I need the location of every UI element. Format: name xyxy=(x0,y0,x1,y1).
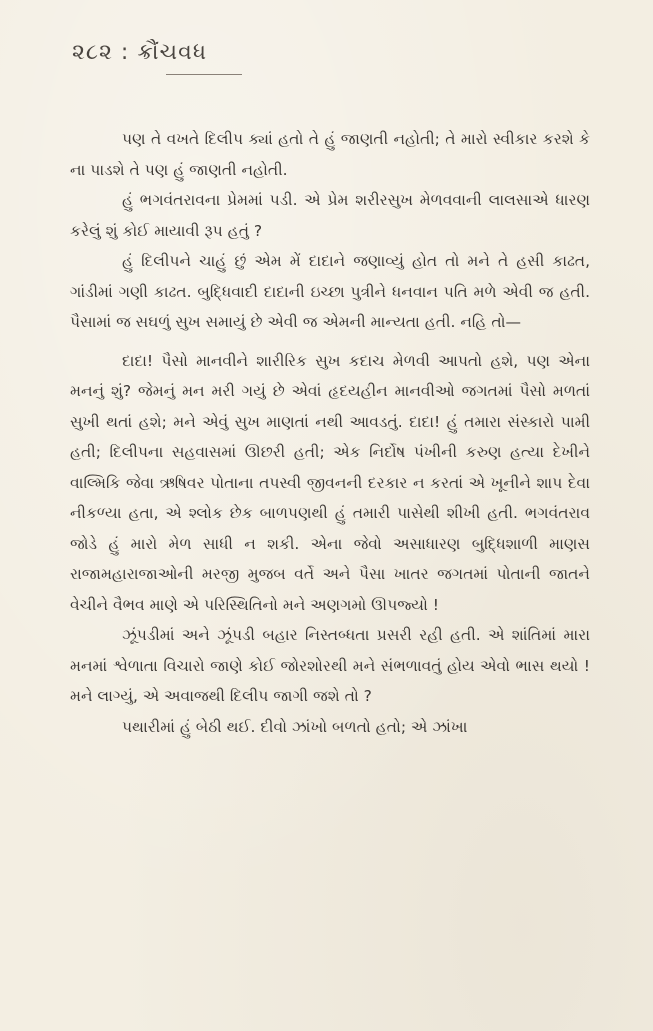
paragraph-3: હું દિલીપને ચાહું છું એમ મેં દાદાને જણાવ્યું હોત તો મને તે હસી કાઢત, ગાંડીમાં ગણી કાઢત. બુદ્ધિવાદી દાદાની ઇચ્છા પુત્રીને ધનવાન પતિ મળે એવી જ હતી. પૈસામાં જ સઘળું સુખ સમાયું છે એવી જ એમની માન્યતા હતી. નહિ તો— xyxy=(70,252,590,331)
paragraph-4: દાદા! પૈસો માનવીને શારીરિક સુખ કદાચ મેળવી આપતો હશે, પણ એના મનનું શું? જેમનું મન મરી ગયું છે એવાં હૃદયહીન માનવીઓ જગતમાં પૈસો મળતાં સુખી થતાં હશે; મને એવું સુખ માણતાં નથી આવડતું. દાદા! હું તમારા સંસ્કારો પામી હતી; દિલીપના સહવાસમાં ઊછરી હતી; એક નિર્દોષ પંખીની કરુણ હત્યા દેખીને વાલ્મિકિ જેવા ઋષિવર પોતાના તપસ્વી જીવનની દરકાર ન કરતાં એ ખૂનીને શાપ દેવા નીકળ્યા હતા, એ શ્લોક છેક બાળપણથી હું તમારી પાસેથી શીખી હતી. ભગવંતરાવ જોડે હું મારો મેળ સાધી ન શકી. એના જેવો અસાધારણ બુદ્ધિશાળી માણસ રાજામહારાજાઓની મરજી મુજબ વર્તે અને પૈસા ખાતર જગતમાં પોતાની જાતને વેચીને વૈભવ માણે એ પરિસ્થિતિનો મને અણગમો ઊપજ્યો ! xyxy=(70,351,590,614)
paragraph-2: હું ભગવંતરાવના પ્રેમમાં પડી. એ પ્રેમ શરીરસુખ મેળવવાની લાલસાએ ધારણ કરેલું શું કોઈ માયાવી રૂપ હતું ? xyxy=(70,191,590,240)
header-underline xyxy=(166,74,242,75)
body-text xyxy=(70,124,590,742)
paragraph-6: પથારીમાં હું બેઠી થઈ. દીવો ઝાંખો બળતો હતો; એ ઝાંખા xyxy=(122,717,468,736)
paragraph-5: ઝૂંપડીમાં અને ઝૂંપડી બહાર નિસ્તબ્ધતા પ્રસરી રહી હતી. એ શાંતિમાં મારા મનમાં શ્વેળાતા વિચારો જાણે કોઈ જોરશોરથી મને સંભળાવતું હોય એવો ભાસ થયો ! મને લાગ્યું, એ અવાજથી દિલીપ જાગી જશે તો ? xyxy=(70,626,590,705)
running-head: ૨૮૨ : ક્રૌંચવધ xyxy=(72,40,208,65)
paragraph-1: પણ તે વખતે દિલીપ ક્યાં હતો તે હું જાણતી નહોતી; તે મારો સ્વીકાર કરશે કે ના પાડશે તે પણ હું જાણતી નહોતી. xyxy=(70,130,590,179)
